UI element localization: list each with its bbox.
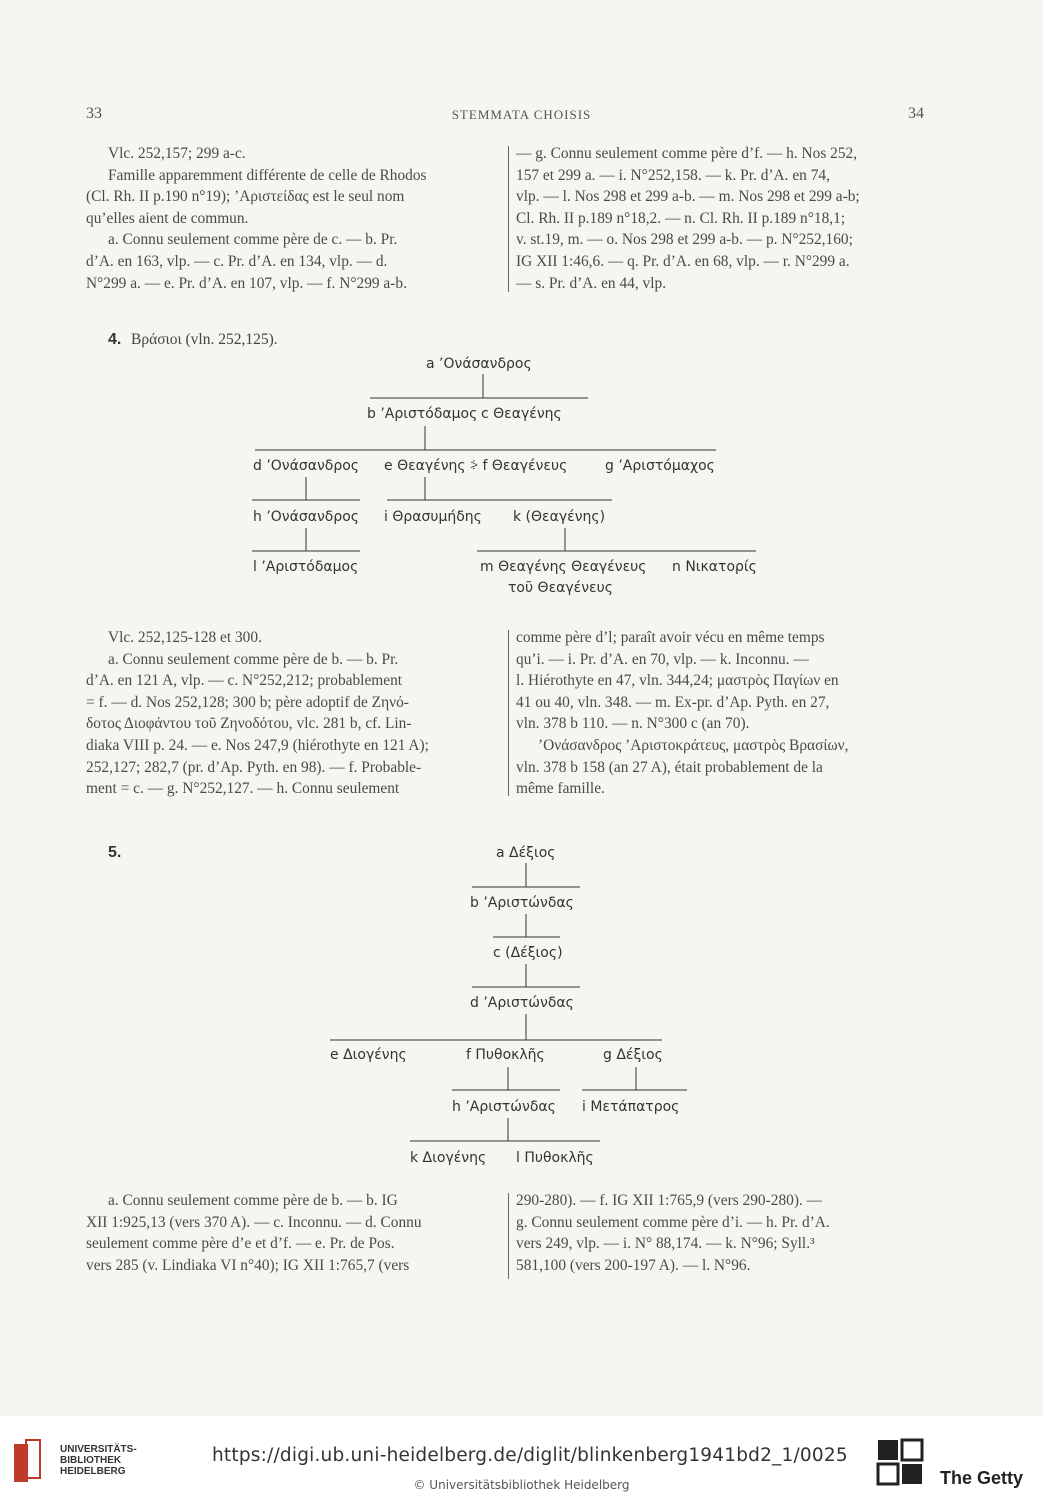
copyright-notice: © Universitätsbibliothek Heidelberg <box>413 1478 630 1492</box>
page-number-right: 34 <box>908 105 924 122</box>
library-name <box>60 1444 137 1477</box>
text-line: même famille. <box>516 780 605 798</box>
text-line: 290-280). — f. IG XII 1:765,9 (vers 290-280). — <box>516 1192 823 1209</box>
stemma-5 <box>330 845 687 1166</box>
section-5-right-column <box>516 1190 930 1276</box>
section-5-left-column <box>86 1190 498 1276</box>
tree-node-f: f Πυθοκλῆς <box>466 1047 545 1063</box>
text-line: 581,100 (vers 200-197 A). — l. N°96. <box>516 1256 751 1274</box>
text-line: ’Ονάσανδρος ’Αριστοκράτευς, μαστρὸς Βρασίων, <box>538 736 849 754</box>
getty-logo-icon <box>876 1438 924 1488</box>
text-line: = f. — d. Nos 252,128; 300 b; père adoptif de Ζηνό- <box>86 693 409 711</box>
tree-node-l: l Πυθοκλῆς <box>516 1150 594 1166</box>
tree-node-g: g Δέξιος <box>603 1047 663 1063</box>
text-line: qu’elles aient de commun. <box>86 209 249 227</box>
library-name-line: BIBLIOTHEK <box>60 1455 122 1466</box>
text-line: seulement comme père d’e et d’f. — e. Pr. de Pos. <box>86 1235 395 1253</box>
text-line: diaka VIII p. 24. — e. Nos 247,9 (hiérothyte en 121 A); <box>86 736 429 754</box>
permalink-url[interactable]: https://digi.ub.uni-heidelberg.de/diglit/blinkenberg1941bd2_1/0025 <box>212 1445 848 1466</box>
tree-node-e: e Διογένης <box>330 1047 407 1063</box>
tree-node-b: b ’Αριστόδαμος <box>367 406 478 422</box>
tree-node-l: l ’Αριστόδαμος <box>253 559 359 575</box>
text-line: IG XII 1:46,6. — q. Pr. d’A. en 68, vlp. — r. N°299 a. <box>516 252 850 270</box>
section-4-title: Βράσιοι (vln. 252,125). <box>131 331 278 348</box>
text-line: XII 1:925,13 (vers 370 A). — c. Inconnu. — d. Connu <box>86 1213 422 1231</box>
text-line: Vlc. 252,157; 299 a-c. <box>108 145 246 162</box>
text-line: vers 249, vlp. — i. N° 88,174. — k. N°96; Syll.³ <box>516 1235 815 1253</box>
text-line: vln. 378 b 158 (an 27 A), était probablement de la <box>516 758 823 776</box>
tree-node-m-note: τοῦ Θεαγένευς <box>508 580 613 596</box>
tree-node-d: d ’Αριστώνδας <box>470 995 574 1011</box>
section-4-right-column <box>516 627 930 800</box>
tree-node-n: n Νικατορίς <box>672 559 757 575</box>
text-line: d’A. en 163, vlp. — c. Pr. d’A. en 134, vlp. — d. <box>86 252 388 270</box>
tree-node-d: d ’Ονάσανδρος <box>253 458 360 474</box>
text-line: l. Hiérothyte en 47, vln. 344,24; μαστρὸς Παγίων en <box>516 672 839 690</box>
text-line: vlp. — l. Nos 298 et 299 a-b. — m. Nos 298 et 299 a-b; <box>516 188 860 206</box>
running-title: STEMMATA CHOISIS <box>451 107 592 122</box>
tree-node-k: k Διογένης <box>410 1150 487 1166</box>
tree-node-i: i Θρασυμήδης <box>384 509 482 525</box>
tree-node-i: i Μετάπατρος <box>582 1099 680 1115</box>
text-line: a. Connu seulement comme père de c. — b. Pr. <box>108 231 398 249</box>
text-line: v. st.19, m. — o. Nos 298 et 299 a-b. — p. N°252,160; <box>516 231 853 249</box>
section-5-number: 5. <box>108 844 122 861</box>
column-divider <box>508 1193 509 1279</box>
tree-node-h: h ’Αριστώνδας <box>452 1099 556 1115</box>
text-line: Famille apparemment différente de celle de Rhodos <box>108 166 427 184</box>
text-line: ment = c. — g. N°252,127. — h. Connu seulement <box>86 780 400 798</box>
stemma-4 <box>252 356 757 596</box>
text-line: δοτος Διοφάντου τοῦ Ζηνοδότου, vlc. 281 b, cf. Lin- <box>86 715 412 733</box>
text-line: d’A. en 121 A, vlp. — c. N°252,212; probablement <box>86 672 403 690</box>
text-line: N°299 a. — e. Pr. d’A. en 107, vlp. — f. N°299 a-b. <box>86 274 407 292</box>
text-line: a. Connu seulement comme père de b. — b. Pr. <box>108 650 399 668</box>
text-line: — s. Pr. d’A. en 44, vlp. <box>516 274 667 292</box>
section-4-number: 4. <box>108 331 122 348</box>
text-line: Vlc. 252,125-128 et 300. <box>108 629 262 646</box>
tree-node-h: h ’Ονάσανδρος <box>253 509 359 525</box>
column-divider <box>508 630 509 796</box>
getty-label: The Getty <box>940 1468 1024 1488</box>
text-line: vln. 378 b 110. — n. N°300 c (an 70). <box>516 715 750 733</box>
tree-node-a: a Δέξιος <box>496 845 556 861</box>
text-line: 252,127; 282,7 (pr. d’Ap. Pyth. en 98). — f. Probable- <box>86 758 422 776</box>
tree-node-b: b ’Αριστώνδας <box>470 895 574 911</box>
tree-node-m: m Θεαγένης Θεαγένευς <box>480 559 647 575</box>
text-line: Cl. Rh. II p.189 n°18,2. — n. Cl. Rh. II p.189 n°18,1; <box>516 209 846 227</box>
text-line: vers 285 (v. Lindiaka VI n°40); IG XII 1:765,7 (vers <box>86 1256 410 1274</box>
library-name-line: HEIDELBERG <box>60 1466 126 1477</box>
text-line: g. Connu seulement comme père d’i. — h. Pr. d’A. <box>516 1213 830 1231</box>
text-line: (Cl. Rh. II p.190 n°19); ’Αριστείδας est le seul nom <box>86 188 405 206</box>
viewer-footer <box>0 1416 1043 1504</box>
text-line: — g. Connu seulement comme père d’f. — h. Nos 252, <box>516 145 858 162</box>
tree-node-a: a ’Ονάσανδρος <box>426 356 532 372</box>
library-name-line: UNIVERSITÄTS- <box>60 1444 137 1455</box>
tree-node-g: g ’Αριστόμαχος <box>605 458 715 474</box>
tree-node-c: c (Δέξιος) <box>493 945 563 961</box>
text-line: a. Connu seulement comme père de b. — b. IG <box>108 1192 398 1209</box>
page-number-left: 33 <box>86 105 102 122</box>
text-line: comme père d’l; paraît avoir vécu en même temps <box>516 629 825 646</box>
section-4-left-column <box>86 627 498 800</box>
tree-node-c: c Θεαγένης <box>481 406 562 422</box>
tree-node-e-f: e Θεαγένης ⸖ f Θεαγένευς <box>384 458 568 474</box>
text-line: 41 ou 40, vln. 348. — m. Ex-pr. d’Ap. Pyth. en 27, <box>516 693 830 711</box>
text-line: 157 et 299 a. — i. N°252,158. — k. Pr. d’A. en 74, <box>516 166 830 184</box>
text-line: qu’i. — i. Pr. d’A. en 70, vlp. — k. Inconnu. — <box>516 650 809 668</box>
tree-node-k: k (Θεαγένης) <box>513 509 606 525</box>
